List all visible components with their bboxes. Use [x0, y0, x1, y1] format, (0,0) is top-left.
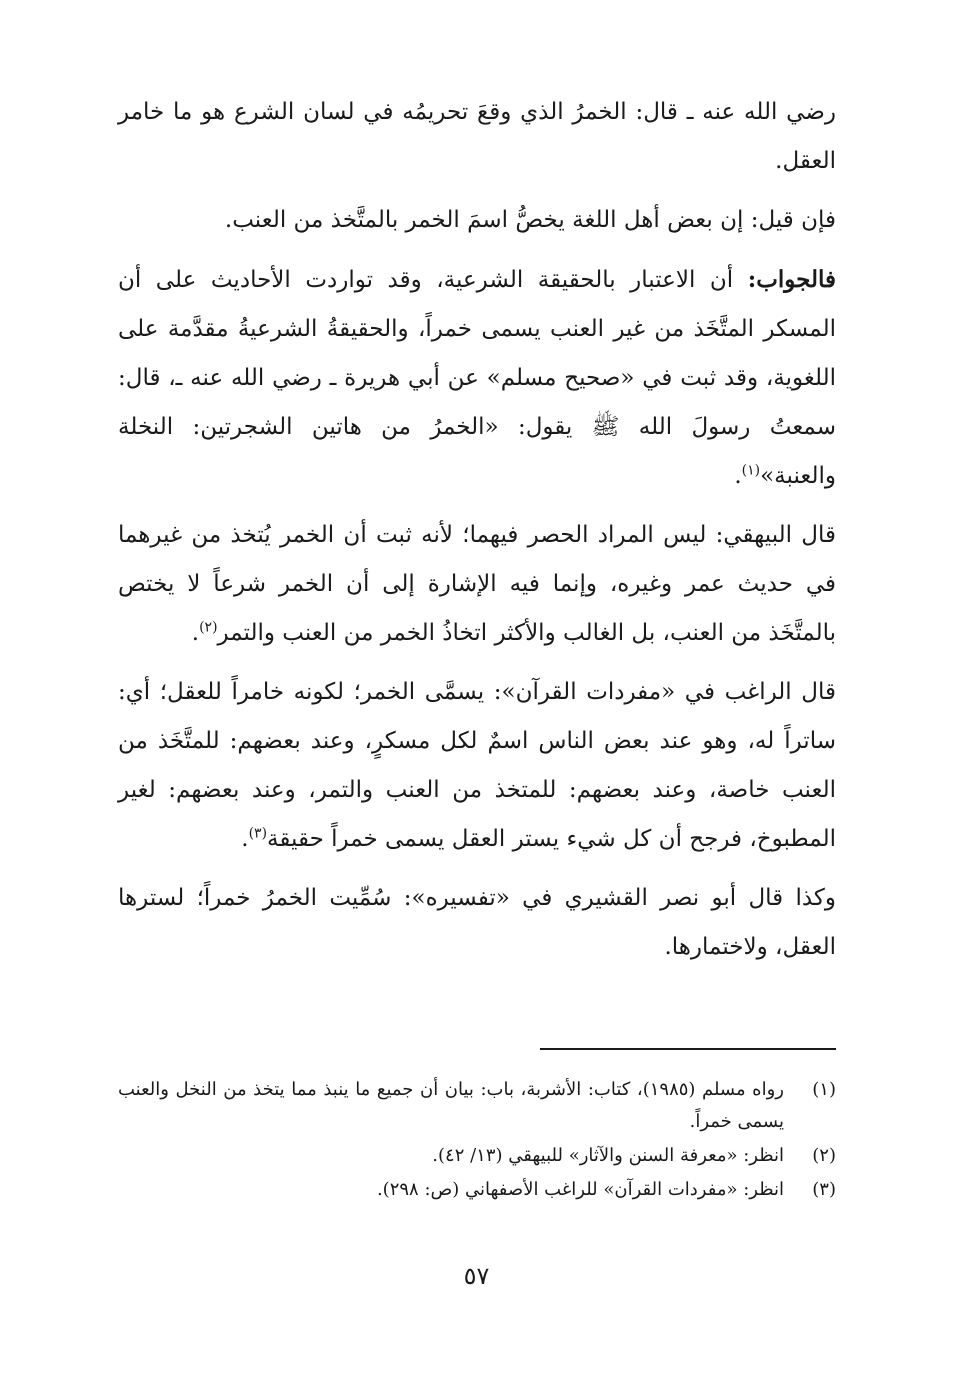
footnote-divider [540, 1048, 836, 1050]
footnote-1 [118, 1074, 836, 1138]
paragraph-6 [118, 874, 836, 972]
paragraph-5 [118, 668, 836, 864]
paragraph-3-end: . [734, 463, 742, 489]
footnote-number: (١) [812, 1079, 836, 1100]
footnote-ref-2[interactable]: (٢) [199, 619, 218, 636]
page-number: ٥٧ [463, 1262, 490, 1290]
answer-lead: فالجواب: [747, 266, 836, 293]
footnote-text: انظر: «معرفة السنن والآثار» للبيهقي (١٣/ ٤٢). [432, 1145, 784, 1166]
footnotes [118, 1074, 836, 1208]
paragraph-4-end: . [191, 620, 200, 646]
paragraph-3-text: أن الاعتبار بالحقيقة الشرعية، وقد تواردت الأحاديث على أن المسكر المتَّخَذ من غير العنب يسمى خمراً، والحقيقةُ الشرعيةُ مقدَّمة على اللغوية، وقد ثبت في «صحيح مسلم» عن أبي هريرة ـ رضي الله عنه ـ، قال: سمعتُ رسولَ الله ﷺ يقول: «الخمرُ من هاتين الشجرتين: النخلة والعنبة» [118, 267, 836, 489]
paragraph-2-text: فإن قيل: إن بعض أهل اللغة يخصُّ اسمَ الخمر بالمتَّخذ من العنب. [224, 207, 836, 233]
paragraph-5-end: . [241, 826, 249, 852]
footnote-ref-1[interactable]: (١) [741, 462, 761, 479]
footnote-ref-3[interactable]: (٣) [248, 825, 268, 842]
footnote-text: رواه مسلم (١٩٨٥)، كتاب: الأشربة، باب: بيان أن جميع ما ينبذ مما يتخذ من النخل والعنب يسمى خمراً. [118, 1079, 785, 1132]
paragraph-4-text: قال البيهقي: ليس المراد الحصر فيهما؛ لأنه ثبت أن الخمر يُتخذ من غيرهما في حديث عمر وغيره، وإنما فيه الإشارة إلى أن الخمر شرعاً لا يختص بالمتَّخَذ من العنب، بل الغالب والأكثر اتخاذُ الخمر من العنب والتمر [118, 522, 836, 646]
paragraph-2 [118, 196, 836, 245]
footnote-2 [118, 1140, 836, 1172]
paragraph-6-text: وكذا قال أبو نصر القشيري في «تفسيره»: سُمِّيت الخمرُ خمراً؛ لسترها العقل، ولاختمارها. [118, 885, 836, 960]
paragraph-1-text: رضي الله عنه ـ قال: الخمرُ الذي وقعَ تحريمُه في لسان الشرع هو ما خامر العقل. [118, 99, 836, 174]
footnote-number: (٣) [812, 1179, 836, 1200]
footnote-text: انظر: «مفردات القرآن» للراغب الأصفهاني (ص: ٢٩٨). [376, 1179, 784, 1200]
paragraph-5-text: قال الراغب في «مفردات القرآن»: يسمَّى الخمر؛ لكونه خامراً للعقل؛ أي: ساتراً له، وهو عند بعض الناس اسمٌ لكل مسكرٍ، وعند بعضهم: للمتَّخَذ من العنب خاصة، وعند بعضهم: للمتخذ من العنب والتمر، وعند بعضهم: لغير المطبوخ، فرجح أن كل شيء يستر العقل يسمى خمراً حقيقة [118, 679, 836, 852]
main-text [118, 88, 836, 982]
footnote-3 [118, 1174, 836, 1206]
footnote-number: (٢) [812, 1145, 836, 1166]
paragraph-1 [118, 88, 836, 186]
paragraph-3 [118, 255, 836, 501]
paragraph-4 [118, 511, 836, 658]
